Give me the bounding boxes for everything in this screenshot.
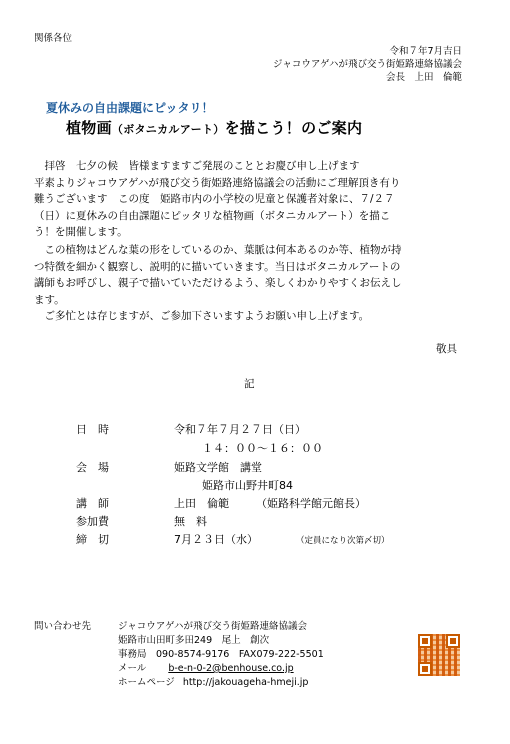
qr-code-icon: [418, 634, 460, 676]
para-line: （日）に夏休みの自由課題にピッタリな植物画（ボタニカルアート）を描こ: [34, 209, 391, 222]
lecturer-note: （姫路科学館元館長）: [256, 497, 366, 510]
time-value: １４：００〜１６：００: [202, 442, 323, 455]
mail-label: メール: [118, 663, 147, 674]
para-line: ご多忙とは存じますが、ご参加下さいますようお願い申し上げます。: [34, 310, 370, 322]
contact-homepage-row: [118, 676, 324, 690]
closing: 敬具: [436, 343, 457, 355]
deadline-note: （定員になり次第〆切）: [296, 536, 390, 546]
para-line: 講師もお呼びし、親子で描いていただけるよう、楽しくわかりやすくお伝えし: [34, 277, 402, 289]
venue-address: 姫路市山野井町84: [202, 479, 293, 492]
header-organization: ジャコウアゲハが飛び交う街姫路連絡協議会: [273, 59, 462, 70]
lecturer-label: 講 師: [76, 497, 109, 510]
fee-value: 無 料: [174, 515, 207, 528]
description-paragraph: [34, 242, 402, 325]
greeting-paragraph: [34, 158, 400, 241]
contact-block: [118, 620, 324, 690]
venue-value: 姫路文学館 講堂: [174, 461, 262, 474]
lecturer-value: 上田 倫範: [174, 497, 229, 510]
addressee: 関係各位: [34, 33, 73, 44]
para-line: つ特徴を細かく観察し、説明的に描いていきます。当日はボタニカルアートの: [34, 260, 401, 273]
homepage-label: ホームページ: [118, 677, 175, 688]
title-part2: （ボタニカルアート）: [111, 123, 225, 136]
para-line: ます。: [34, 293, 65, 306]
contact-label: 問い合わせ先: [34, 621, 92, 632]
ki-heading: 記: [244, 378, 255, 390]
fee-label: 参加費: [76, 515, 109, 528]
contact-mail-row: [118, 662, 324, 676]
title-part3: を描こう！のご案内: [224, 119, 363, 137]
para-line: う！を開催します。: [34, 226, 128, 238]
deadline-value: 7月２３日（水）: [174, 533, 258, 546]
para-line: 平素よりジャコウアゲハが飛び交う街姫路連絡協議会の活動にご理解頂き有り: [34, 176, 401, 189]
contact-org: ジャコウアゲハが飛び交う街姫路連絡協議会: [118, 621, 307, 632]
subtitle: 夏休みの自由課題にピッタリ！: [46, 101, 214, 115]
contact-address: 姫路市山田町多田249 尾上 創次: [118, 635, 270, 646]
para-line: この植物はどんな葉の形をしているのか、葉脈は何本あるのか等、植物が持: [34, 244, 402, 256]
mail-link[interactable]: b-e-n-0-2@benhouse.co.jp: [168, 663, 294, 674]
para-line: 拝啓 七夕の候 皆様ますますご発展のこととお慶び申し上げます: [34, 160, 360, 172]
deadline-label: 締 切: [76, 533, 109, 546]
homepage-link[interactable]: http://jakouageha-hmeji.jp: [182, 677, 309, 688]
para-line: 難うございます この度 姫路市内の小学校の児童と保護者対象に、７/２７: [34, 193, 395, 205]
header-chair: 会長 上田 倫範: [385, 72, 462, 83]
venue-label: 会 場: [76, 461, 109, 474]
contact-office: 事務局 090-8574-9176 FAX079-222-5501: [118, 649, 324, 660]
date-label: 日 時: [76, 423, 109, 436]
date-value: 令和７年７月２７日（日）: [174, 423, 306, 436]
header-date: 令和７年7月吉日: [389, 46, 462, 57]
title-part1: 植物画: [66, 119, 112, 137]
title: [66, 117, 362, 138]
